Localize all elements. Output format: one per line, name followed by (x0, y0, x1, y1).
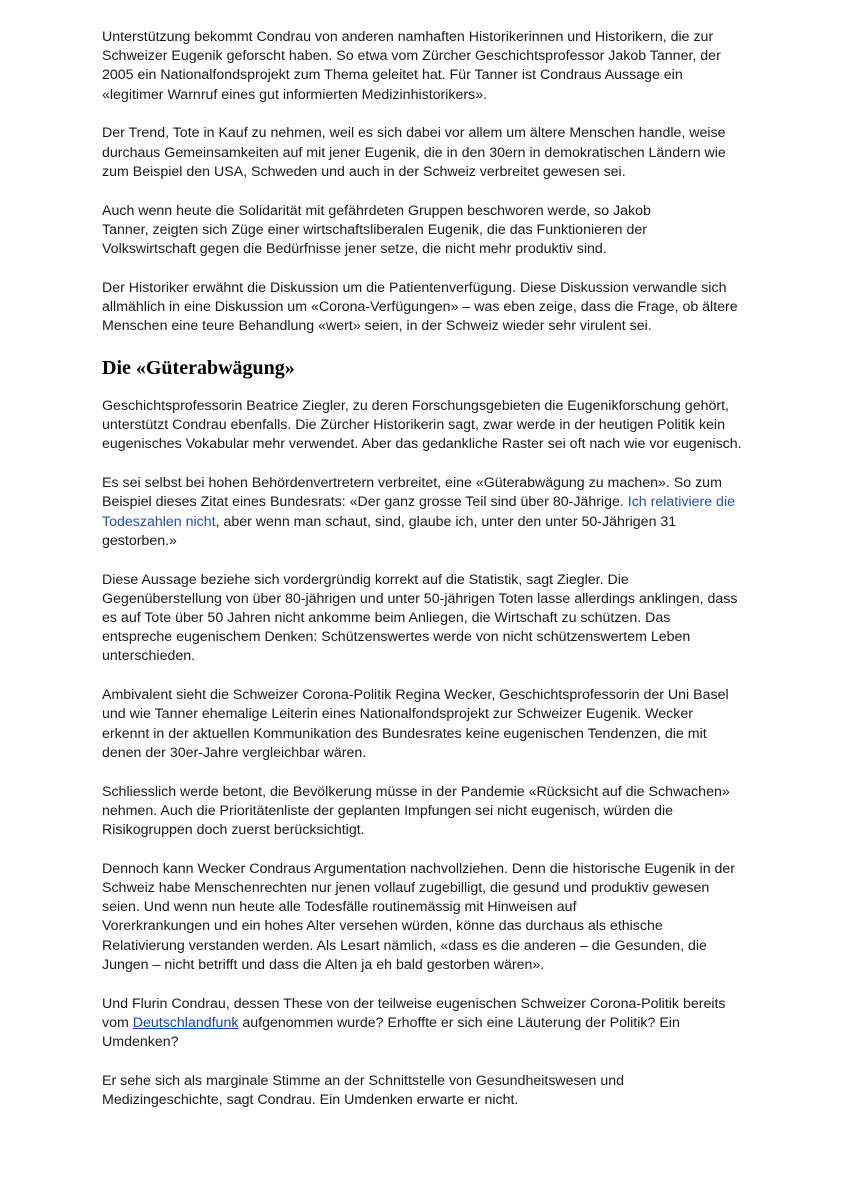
paragraph-condrau-these (102, 995, 742, 1053)
paragraph-ruecksicht (102, 783, 742, 841)
text-line: erkennt in der aktuellen Kommunikation des Bundesrates keine eugenischen Tendenzen, die mit (102, 725, 707, 742)
paragraph-argumentation (102, 860, 742, 975)
paragraph-wecker (102, 686, 742, 763)
paragraph-bundesrat-quote (102, 474, 742, 551)
text-line (102, 1014, 742, 1033)
quote-text: , aber wenn man schaut, sind, glaube ich, unter den unter 50-Jährigen 31 (215, 513, 677, 530)
text-line (102, 513, 742, 532)
text-line: Unterstützung bekommt Condrau von anderen namhaften Historikerinnen und Historikern, die zur (102, 29, 714, 45)
text-line: Volkswirtschaft gegen die Bedürfnisse jener setze, die nicht mehr produktiv sind. (102, 241, 607, 258)
text-line (102, 493, 742, 512)
text-line: Tanner, zeigten sich Züge einer wirtschaftsliberalen Eugenik, die das Funktionieren der (102, 221, 647, 238)
text-line: Gegenüberstellung von über 80-jährigen und unter 50-jährigen Toten lasse allerdings anklingen, dass (102, 590, 738, 607)
paragraph-trend (102, 124, 742, 182)
text-line: Er sehe sich als marginale Stimme an der Schnittstelle von Gesundheitswesen und (102, 1072, 625, 1089)
text-line: nehmen. Auch die Prioritätenliste der geplanten Impfungen sei nicht eugenisch, würden die (102, 802, 674, 819)
text-line: «legitimer Warnruf eines gut informierten Medizinhistorikers». (102, 86, 488, 103)
deutschlandfunk-link[interactable]: Deutschlandfunk (132, 1014, 239, 1031)
text-line: Schweiz habe Menschenrechten nur jenen vollauf zugebilligt, die gesund und produktiv gewesen (102, 880, 710, 897)
text-line: Umdenken? (102, 1034, 179, 1051)
text-line: Und Flurin Condrau, dessen These von der teilweise eugenischen Schweizer Corona-Politik bereits (102, 995, 726, 1012)
text-line: Schweizer Eugenik geforscht haben. So etwa vom Zürcher Geschichtsprofessor Jakob Tanner, der (102, 48, 721, 65)
text-line: Auch wenn heute die Solidarität mit gefährdeten Gruppen beschworen werde, so Jakob (102, 202, 651, 219)
text-line: unterschieden. (102, 648, 196, 665)
text-line: Diese Aussage beziehe sich vordergründig korrekt auf die Statistik, sagt Ziegler. Die (102, 571, 629, 588)
text-line: Jungen – nicht betrifft und dass die Alten ja eh bald gestorben wären». (102, 956, 545, 973)
text-line: durchaus Gemeinsamkeiten auf mit jener Eugenik, die in den 30ern in demokratischen Ländern wie (102, 144, 726, 161)
text-line: unterstützt Condrau ebenfalls. Die Zürcher Historikerin sagt, zwar werde in der heutigen Politik kein (102, 417, 725, 434)
text-line: denen der 30er-Jahre vergleichbar wären. (102, 744, 367, 761)
text-line: Dennoch kann Wecker Condraus Argumentation nachvollziehen. Denn die historische Eugenik in der (102, 860, 736, 877)
text-line: Schliesslich werde betont, die Bevölkerung müsse in der Pandemie «Rücksicht auf die Schwachen» (102, 783, 730, 800)
text-line: Der Trend, Tote in Kauf zu nehmen, weil es sich dabei vor allem um ältere Menschen handle, weise (102, 125, 726, 142)
paragraph-ziegler (102, 397, 742, 455)
paragraph-solidarity (102, 202, 742, 260)
inline-text: vom (102, 1014, 133, 1031)
text-line: und wie Tanner ehemalige Leiterin eines Nationalfondsprojekt zur Schweizer Eugenik. Wecker (102, 706, 693, 723)
paragraph-statistik (102, 571, 742, 667)
text-line: Menschen eine teure Behandlung «wert» seien, in der Schweiz wieder sehr virulent sei. (102, 318, 652, 335)
text-line: Der Historiker erwähnt die Diskussion um die Patientenverfügung. Diese Diskussion verwandle sich (102, 279, 727, 296)
text-line: es auf Tote über 50 Jahren nicht ankomme beim Anliegen, die Wirtschaft zu schützen. Das (102, 610, 671, 627)
text-line: Ambivalent sieht die Schweizer Corona-Politik Regina Wecker, Geschichtsprofessorin der Uni Basel (102, 687, 729, 704)
paragraph-tanner-support (102, 28, 742, 105)
text-line: Relativierung verstanden werden. Als Lesart nämlich, «dass es die anderen – die Gesunden, die (102, 937, 707, 954)
text-line: zum Beispiel den USA, Schweden und auch in der Schweiz verbreitet gewesen sei. (102, 163, 626, 180)
quote-highlight-link[interactable]: Ich relativiere die (627, 494, 735, 511)
inline-text: aufgenommen wurde? Erhoffte er sich eine Läuterung der Politik? Ein (238, 1014, 680, 1031)
paragraph-patientenverfuegung (102, 279, 742, 337)
text-line: eugenisches Vokabular mehr verwendet. Aber das gedankliche Raster sei oft nach wie vor eugenisch. (102, 436, 742, 453)
text-line: Es sei selbst bei hohen Behördenvertretern verbreitet, eine «Güterabwägung zu machen». So zum (102, 475, 722, 492)
text-line: allmählich in eine Diskussion um «Corona-Verfügungen» – was eben zeige, dass die Frage, ob ältere (102, 299, 738, 316)
paragraph-marginale-stimme (102, 1072, 742, 1110)
section-heading: Die «Güterabwägung» (102, 357, 295, 380)
text-line: seien. Und wenn nun heute alle Todesfälle routinemässig mit Hinweisen auf (102, 899, 577, 916)
text-line: entspreche eugenischem Denken: Schützenswertes werde von nicht schützenswertem Leben (102, 629, 691, 646)
text-line: Medizingeschichte, sagt Condrau. Ein Umdenken erwarte er nicht. (102, 1092, 519, 1109)
text-line: Risikogruppen doch zuerst berücksichtigt. (102, 822, 365, 839)
quote-text: Beispiel dieses Zitat eines Bundesrats: «Der ganz grosse Teil sind über 80-Jährige. (102, 494, 628, 511)
text-line: gestorben.» (102, 532, 177, 549)
text-line: Geschichtsprofessorin Beatrice Ziegler, zu deren Forschungsgebieten die Eugenikforschung gehört, (102, 398, 729, 415)
text-line: 2005 ein Nationalfondsprojekt zum Thema geleitet hat. Für Tanner ist Condraus Aussage ein (102, 67, 683, 84)
document-page (102, 28, 742, 1130)
quote-highlight-link[interactable]: Todeszahlen nicht (102, 513, 216, 530)
text-line: Vorerkrankungen und ein hohes Alter versehen würden, könne das durchaus als ethische (102, 918, 663, 935)
